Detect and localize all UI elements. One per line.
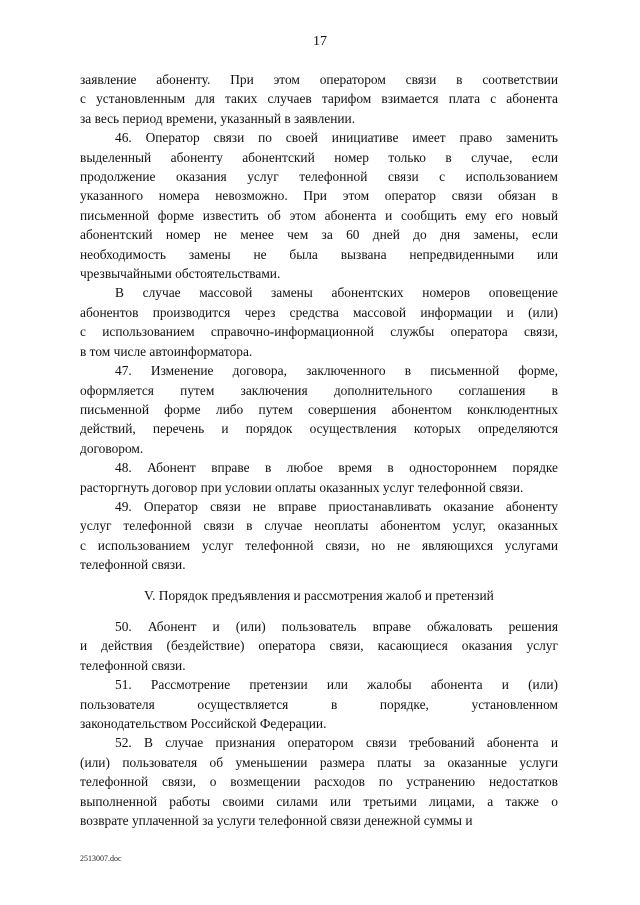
paragraph bbox=[80, 458, 558, 497]
text-line: с использованием услуг телефонной связи, но не являющихся услугами bbox=[80, 537, 558, 553]
text-line: законодательством Российской Федерации. bbox=[80, 716, 327, 731]
paragraph bbox=[80, 675, 558, 733]
paragraph bbox=[80, 128, 558, 283]
text-line: телефонной связи. bbox=[80, 657, 186, 673]
text-line: 47. Изменение договора, заключенного в письменной форме, bbox=[115, 363, 558, 379]
text-line: выполненной работы своими силами или третьими лицами, а также о bbox=[80, 793, 558, 809]
text-line: абонентский номер не менее чем за 60 дней до дня замены, если bbox=[80, 227, 558, 243]
text-line: необходимость замены не была вызвана непредвиденными или bbox=[80, 246, 558, 262]
text-line: указанного номера невозможно. При этом оператор связи обязан в bbox=[80, 188, 558, 204]
text-line: пользователя осуществляется в порядке, установленном bbox=[80, 696, 558, 712]
text-line: письменной форме известить об этом абонента и сообщить ему его новый bbox=[80, 207, 558, 223]
text-line: телефонной связи, о возмещении расходов по устранению недостатков bbox=[80, 774, 558, 790]
paragraph bbox=[80, 283, 558, 361]
paragraph bbox=[80, 361, 558, 458]
text-line: 49. Оператор связи не вправе приостанавливать оказание абоненту bbox=[115, 498, 558, 514]
text-line: и действия (бездействие) оператора связи, касающиеся оказания услуг bbox=[80, 638, 558, 654]
text-line: действий, перечень и порядок осуществления которых определяются bbox=[80, 421, 558, 437]
text-line: 51. Рассмотрение претензии или жалобы абонента и (или) bbox=[115, 677, 558, 693]
paragraph bbox=[80, 497, 558, 575]
section-heading: V. Порядок предъявления и рассмотрения жалоб и претензий bbox=[144, 587, 494, 603]
text-line: возврате уплаченной за услуги телефонной связи денежной суммы и bbox=[80, 813, 473, 829]
text-line: с использованием справочно-информационной службы оператора связи, bbox=[80, 324, 558, 340]
paragraph bbox=[80, 70, 558, 128]
text-line: оформляется путем заключения дополнительного соглашения в bbox=[80, 382, 558, 398]
text-line: абонентов производится через средства массовой информации и (или) bbox=[80, 304, 558, 320]
footer-filename: 2513007.doc bbox=[80, 854, 122, 863]
text-line: продолжение оказания услуг телефонной связи с использованием bbox=[80, 169, 558, 185]
text-line: письменной форме либо путем совершения абонентом конклюдентных bbox=[80, 401, 558, 417]
text-line: в том числе автоинформатора. bbox=[80, 343, 253, 359]
text-line: заявление абоненту. При этом оператором связи в соответствии bbox=[80, 72, 558, 87]
text-line: телефонной связи. bbox=[80, 557, 186, 573]
text-line: расторгнуть договор при условии оплаты оказанных услуг телефонной связи. bbox=[80, 479, 524, 495]
paragraphs-before-heading bbox=[80, 70, 558, 575]
text-line: договором. bbox=[80, 440, 144, 456]
text-line: 46. Оператор связи по своей инициативе имеет право заменить bbox=[115, 130, 558, 146]
text-line: В случае массовой замены абонентских номеров оповещение bbox=[115, 285, 558, 301]
text-line: услуг телефонной связи в случае неоплаты абонентом услуг, оказанных bbox=[80, 518, 558, 534]
page-number: 17 bbox=[313, 34, 327, 49]
text-line: 48. Абонент вправе в любое время в одностороннем порядке bbox=[115, 460, 558, 476]
text-line: за весь период времени, указанный в заявлении. bbox=[80, 110, 356, 126]
text-line: 50. Абонент и (или) пользователь вправе обжаловать решения bbox=[115, 618, 558, 634]
paragraph bbox=[80, 617, 558, 675]
document-body bbox=[80, 70, 558, 830]
paragraph bbox=[80, 733, 558, 830]
text-line: (или) пользователя об уменьшении размера платы за оказанные услуги bbox=[80, 754, 558, 770]
text-line: 52. В случае признания оператором связи требований абонента и bbox=[115, 735, 558, 751]
paragraphs-after-heading bbox=[80, 617, 558, 830]
text-line: с установленным для таких случаев тарифом взимается плата с абонента bbox=[80, 91, 558, 107]
text-line: выделенный абоненту абонентский номер только в случае, если bbox=[80, 149, 558, 165]
text-line: чрезвычайными обстоятельствами. bbox=[80, 266, 281, 282]
